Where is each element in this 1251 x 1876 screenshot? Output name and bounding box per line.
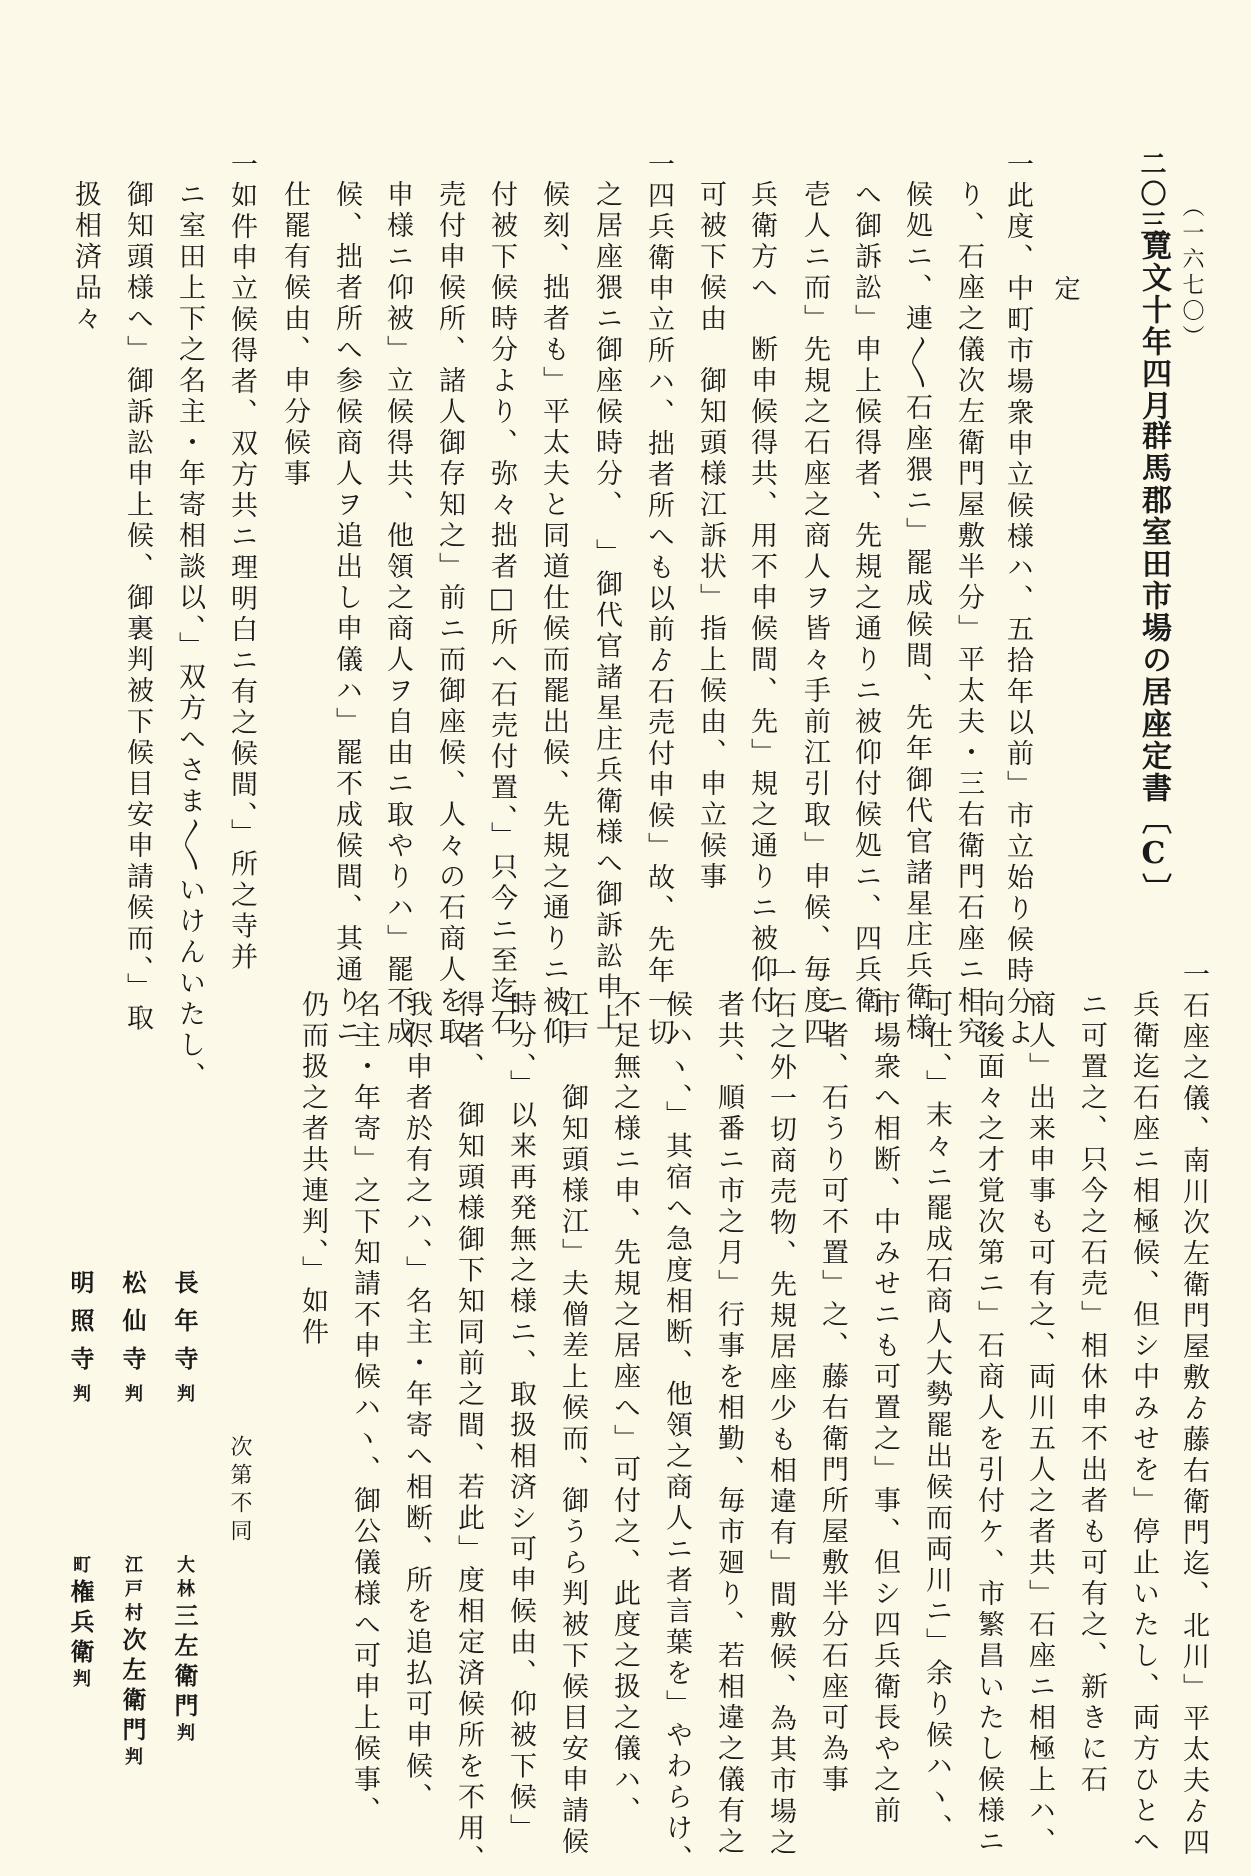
top-col-10: 候刻、拙者も」平太夫と同道仕候而罷出候、先規之通りニ被仰 (538, 180, 569, 1048)
signatory-place: 大林 (174, 1555, 195, 1603)
signatory-seal: 判 (174, 1723, 195, 1747)
top-col-19: 扱相済品々 (70, 180, 101, 335)
signatory-seal: 判 (122, 1384, 143, 1416)
bottom-col-8: ニ者、石うり可不置」之、藤右衛門所屋敷半分石座可為事 (817, 990, 848, 1796)
signatory-name: 三左衛門 (170, 1603, 199, 1723)
top-col-7: 可被下候由 御知頭様江訴状」指上候由、申立候事 (695, 180, 726, 893)
signatory-name: 次左衛門 (118, 1627, 147, 1747)
bottom-col-14: 時分、」以来再発無之様ニ、取扱相済シ可申候由、仰被下候」 (505, 990, 536, 1845)
signatory-temple-1 (170, 1270, 199, 1416)
signatory-official-1 (170, 1555, 199, 1747)
bottom-col-6: 可仕、」末々ニ罷成石商人大勢罷出候而両川ニ」余り候ハヽ、 (921, 990, 952, 1845)
top-col-15: 仕罷有候由、申分候事 (279, 180, 310, 490)
top-col-8: 一四兵衛申立所ハ、拙者所へも以前ゟ石売付申候」故、先年一切 (643, 150, 674, 1049)
top-col-3: 候処ニ、連〳〵石座猥ニ」罷成候間、先年御代官諸星庄兵衛様 (901, 180, 932, 1044)
signatory-name: 明照寺 (66, 1270, 95, 1384)
bottom-col-7: 市場衆へ相断、中みせニも可置之」事、但シ四兵衛長や之前 (869, 990, 900, 1827)
top-col-17: ニ室田上下之名主・年寄相談以、」双方へさま〳〵いけんいたし、 (174, 180, 205, 1093)
signatory-official-3 (66, 1555, 95, 1693)
bottom-col-2: 兵衛迄石座ニ相極候、但シ中みせを」停止いたし、両方ひとへ (1128, 990, 1159, 1858)
top-col-13: 申様ニ仰被」立候得共、他領之商人ヲ自由ニ取やりハ」罷不成 (382, 180, 413, 1048)
bottom-col-9: 一石之外一切商売物、先規居座少も相違有」間敷候、為其市場之 (765, 960, 796, 1859)
top-col-4: へ御訴訟」申上候得者、先規之通りニ被仰付候処ニ、四兵衛 (850, 180, 881, 1017)
bottom-col-12: 不足無之様ニ申、先規之居座へ」可付之、此度之扱之儀ハ、 (609, 990, 640, 1827)
bottom-col-17: 名主・年寄」之下知請不申候ハヽ、御公儀様へ可申上候事、 (349, 990, 380, 1827)
top-col-9: 之居座猥ニ御座候時分、 」御代官諸星庄兵衛様へ御訴訟申上 (591, 180, 622, 1035)
signatory-official-2 (118, 1555, 147, 1771)
document-heading: 定 (1050, 275, 1080, 305)
top-col-1: 一此度、中町市場衆申立候様ハ、五拾年以前」市立始り候時分よ (1002, 150, 1033, 1049)
top-col-16: 一如件申立候得者、双方共ニ理明白ニ有之候間、」所之寺并 (226, 150, 257, 974)
top-col-2: り、石座之儀次左衛門屋敷半分」平太夫・三右衛門石座ニ相究 (953, 180, 984, 1048)
signatory-temple-2 (118, 1270, 147, 1416)
bottom-col-13: 江戸 御知頭様江」夫僧差上候而、御うら判被下候目安申請候 (557, 990, 588, 1858)
bottom-col-5: 向後面々之才覚次第ニ」石商人を引付ケ、市繁昌いたし候様ニ (973, 990, 1004, 1858)
top-col-6: 兵衛方へ 断申候得共、用不申候間、先」規之通りニ被仰付 (746, 180, 777, 1017)
top-col-14: 候、拙者所へ参候商人ヲ追出し申儀ハ」罷不成候間、其通りニ (331, 180, 362, 1048)
document-number: 二〇三 (1136, 150, 1166, 240)
bottom-col-11: 候ハヽ、」其宿へ急度相断、他領之商人ニ者言葉を」やわらけ、 (661, 990, 692, 1876)
closing-note: 次第不同 (227, 1435, 252, 1547)
bottom-col-10: 者共、順番ニ市之月」行事を相勤、毎市廻り、若相違之儀有之 (713, 990, 744, 1858)
document-date: 寛文十年四月 (1136, 230, 1171, 422)
signatory-temple-3 (66, 1270, 95, 1416)
top-col-18: 御知頭様へ」御訴訟申上候、御裏判被下候目安申請候而、」取 (122, 180, 153, 1035)
signatory-seal: 判 (70, 1384, 91, 1416)
bottom-col-16: 我侭申者於有之ハ、」名主・年寄へ相断、所を追払可申候、 (401, 990, 432, 1814)
bottom-col-15: 得者、 御知頭様御下知同前之間、若此」度相定済候所を不用、 (453, 990, 484, 1876)
top-col-12: 売付申候所、諸人御存知之」前ニ而御座候、人々の石商人を取 (434, 180, 465, 1048)
signatory-seal: 判 (174, 1384, 195, 1416)
bottom-col-4: 商人」出来申事も可有之、両川五人之者共」石座ニ相極上ハ、 (1024, 990, 1055, 1858)
top-col-5: 壱人ニ而」先規之石座之商人ヲ皆々手前江引取」申候、毎度四 (799, 180, 830, 1048)
signatory-name: 長年寺 (170, 1270, 199, 1384)
document-title: 群馬郡室田市場の居座定書〔C〕 (1136, 420, 1171, 905)
bottom-col-1: 一石座之儀、南川次左衛門屋敷ゟ藤右衛門迄、北川」平太夫ゟ四 (1178, 960, 1209, 1859)
signatory-name: 松仙寺 (118, 1270, 147, 1384)
bottom-col-18: 仍而扱之者共連判、」如件 (297, 990, 328, 1349)
signatory-seal: 判 (70, 1669, 91, 1693)
document-year: （一六七〇） (1179, 195, 1204, 351)
signatory-name: 権兵衛 (66, 1579, 95, 1669)
signatory-seal: 判 (122, 1747, 143, 1771)
signatory-place: 江戸村 (122, 1555, 143, 1627)
top-col-11: 付被下候時分より、弥々拙者□所へ石売付置、」只今ニ至迄石 (486, 180, 517, 1039)
signatory-place: 町 (70, 1555, 91, 1579)
bottom-col-3: ニ可置之、只今之石売」相休申不出者も可有之、新きに石 (1076, 990, 1107, 1796)
